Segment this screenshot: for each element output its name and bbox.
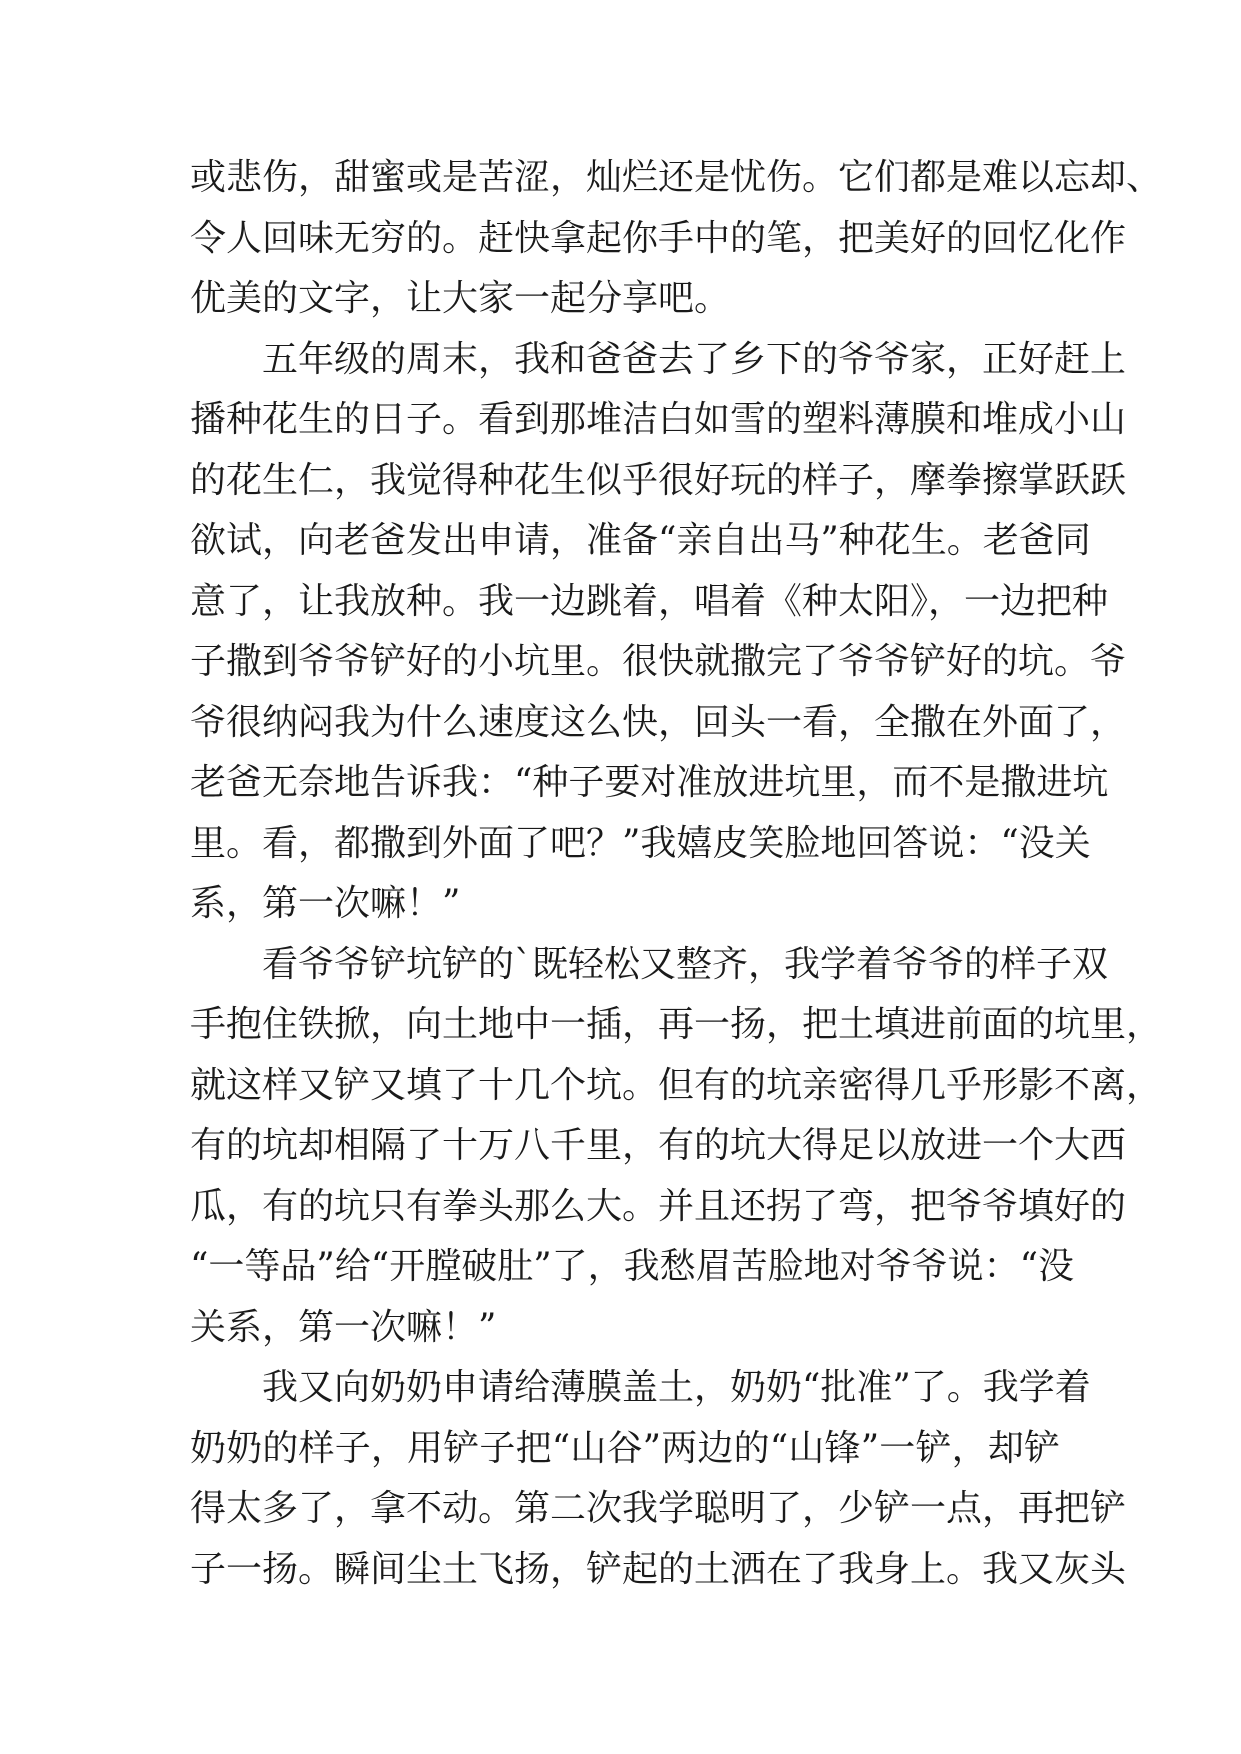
text-line: 爷很纳闷我为什么速度这么快，回头一看，全撒在外面了， (190, 701, 1127, 743)
text-line: 我又向奶奶申请给薄膜盖土，奶奶“批准”了。我学着 (190, 1367, 1091, 1408)
essay-body (190, 148, 1163, 1600)
text-line: 看爷爷铲坑铲的`既轻松又整齐，我学着爷爷的样子双 (190, 943, 1109, 985)
text-line: 令人回味无穷的。赶快拿起你手中的笔，把美好的回忆化作 (190, 217, 1127, 259)
text-line: 五年级的周末，我和爸爸去了乡下的爷爷家，正好赶上 (190, 338, 1127, 380)
text-line: 老爸无奈地告诉我：“种子要对准放进坑里，而不是撒进坑 (190, 762, 1109, 803)
text-line: 就这样又铲又填了十几个坑。但有的坑亲密得几乎形影不离， (190, 1064, 1163, 1106)
text-line: 手抱住铁掀，向土地中一插，再一扬，把土填进前面的坑里， (190, 1004, 1163, 1045)
text-line: 意了，让我放种。我一边跳着，唱着《种太阳》，一边把种 (190, 580, 1109, 622)
text-line: 播种花生的日子。看到那堆洁白如雪的塑料薄膜和堆成小山 (190, 399, 1127, 440)
text-line: 欲试，向老爸发出申请，准备“亲自出马”种花生。老爸同 (190, 520, 1091, 561)
paragraph-2 (190, 330, 1127, 935)
paragraph-4 (190, 1358, 1127, 1600)
text-line: 里。看，都撒到外面了吧？”我嬉皮笑脸地回答说：“没关 (190, 822, 1091, 864)
text-line: 优美的文字，让大家一起分享吧。 (190, 278, 731, 319)
text-line: 系，第一次嘛！” (190, 883, 461, 924)
paragraph-3 (190, 935, 1163, 1359)
text-line: 得太多了，拿不动。第二次我学聪明了，少铲一点，再把铲 (190, 1488, 1127, 1529)
text-line: 瓜，有的坑只有拳头那么大。并且还拐了弯，把爷爷填好的 (190, 1185, 1127, 1227)
text-line: 子撒到爷爷铲好的小坑里。很快就撒完了爷爷铲好的坑。爷 (190, 641, 1127, 682)
text-line: 有的坑却相隔了十万八千里，有的坑大得足以放进一个大西 (190, 1125, 1127, 1166)
paragraph-1 (190, 148, 1163, 330)
text-line: 子一扬。瞬间尘土飞扬，铲起的土洒在了我身上。我又灰头 (190, 1548, 1127, 1590)
text-line: 奶奶的样子，用铲子把“山谷”两边的“山锋”一铲，却铲 (190, 1427, 1060, 1469)
text-line: 的花生仁，我觉得种花生似乎很好玩的样子，摩拳擦掌跃跃 (190, 459, 1127, 501)
text-line: 关系，第一次嘛！” (190, 1306, 497, 1348)
text-line: 或悲伤，甜蜜或是苦涩，灿烂还是忧伤。它们都是难以忘却、 (190, 157, 1163, 198)
text-line: “一等品”给“开膛破肚”了，我愁眉苦脸地对爷爷说：“没 (190, 1246, 1075, 1287)
